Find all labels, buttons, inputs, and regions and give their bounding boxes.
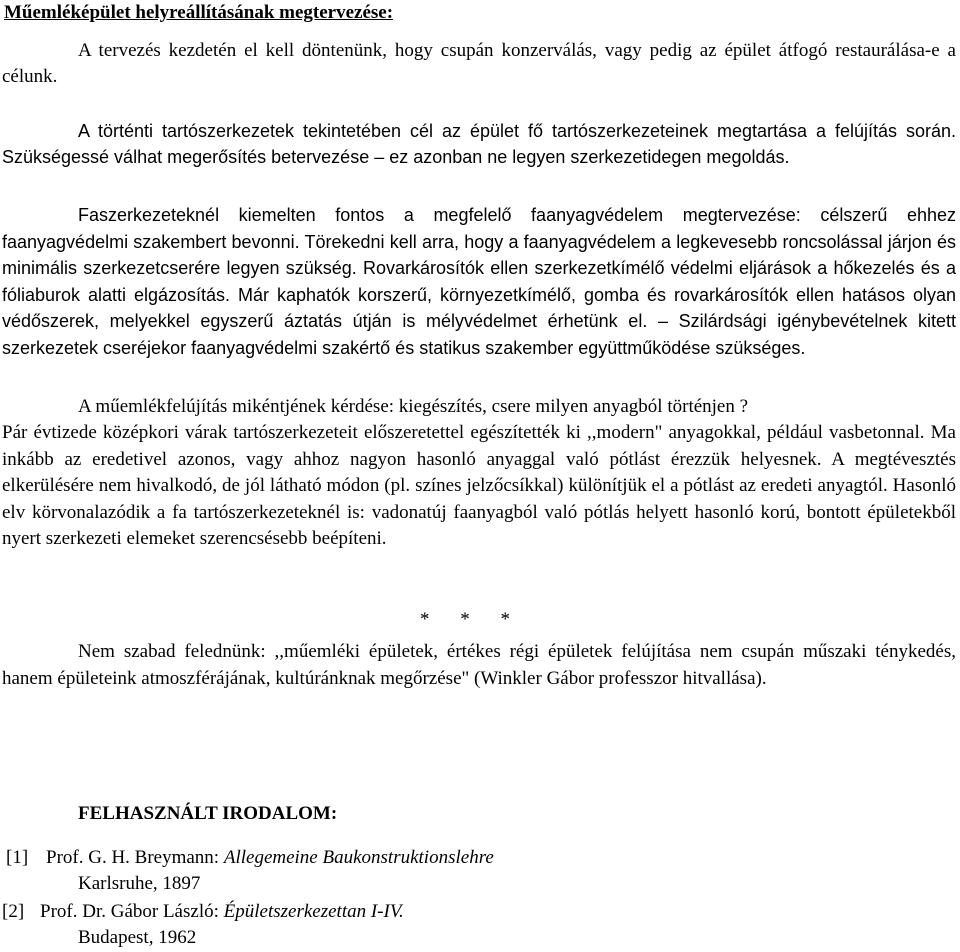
- bibliography-title: FELHASZNÁLT IRODALOM:: [78, 803, 338, 824]
- paragraph-restoration-materials: Pár évtizede középkori várak tartószerkezeteit előszeretettel egészítették ki ,,modern" anyagokkal, például vasbetonnal. Ma inkább az eredetivel azonos, vagy ahhoz nagyon hasonló anyaggal való pótlást érezzük helyesnek. A megtévesztés elkerülésére nem hivalkodó, de jól látható módon (pl. színes jelzőcsíkkal) különítjük el a pótlást az eredeti anyagtól. Hasonló elv körvonalazódik a fa tartószerkezeteknél is: vadonatúj faanyagból való pótlás helyett hasonló korú, bontott épületekből nyert szerkezeti elemeket szerencsésebb beépíteni.: [2, 422, 956, 549]
- section-heading: Műemléképület helyreállításának megtervezése:: [4, 2, 394, 23]
- section-separator: * * *: [420, 609, 510, 630]
- paragraph-quote: Nem szabad felednünk: ,,műemléki épületek, értékes régi épületek felújítása nem csupán műszaki ténykedés, hanem épületeink atmoszférájának, kultúránknak megőrzése" (Winkler Gábor professzor hitvallása).: [2, 641, 956, 689]
- reference-work: Allegemeine Baukonstruktionslehre: [223, 847, 494, 868]
- reference-author: Prof. Dr. Gábor László:: [40, 901, 224, 922]
- reference-place: Budapest, 1962: [78, 927, 197, 948]
- paragraph-wood-protection: [2, 202, 956, 361]
- reference-citation: [46, 845, 494, 871]
- paragraph-wood-protection-text: Faszerkezeteknél kiemelten fontos a megfelelő faanyagvédelem megtervezése: célszerű ehhez faanyagvédelmi szakembert bevonni. Törekedni kell arra, hogy a faanyagvédelem a legkevesebb roncsolással járjon és minimális szerkezetcserére legyen szükség. Rovarkárosítók ellen szerkezetkímélő védelmi eljárások a hőkezelés és a fóliaburok alatti elgázosítás. Már kaphatók korszerű, környezetkímélő, gomba és rovarkárosítók ellen hatásos olyan védőszerek, melyekkel egyszerű áztatás útján is mélyvédelmet érhetünk el. – Szilárdsági igénybevételnek kitett szerkezetek cseréjekor faanyagvédelmi szakértő és statikus szakember együttműködése szükséges.: [2, 205, 956, 358]
- reference-place: Karlsruhe, 1897: [78, 873, 201, 894]
- reference-work: Épületszerkezettan I-IV.: [223, 901, 404, 922]
- paragraph-conservation: A tervezés kezdetén el kell döntenünk, hogy csupán konzerválás, vagy pedig az épület átfogó restaurálása-e a célunk.: [2, 40, 956, 87]
- reference-citation: [40, 899, 404, 925]
- reference-number: [2]: [2, 901, 25, 922]
- reference-number: [1]: [6, 847, 29, 868]
- paragraph-structures: A történti tartószerkezetek tekintetében cél az épület fő tartószerkezeteinek megtartása a felújítás során. Szükségessé válhat megerősítés betervezése – ez azonban ne legyen szerkezetidegen megoldás.: [2, 121, 956, 167]
- reference-author: Prof. G. H. Breymann:: [46, 847, 224, 868]
- paragraph-restoration-question: A műemlékfelújítás mikéntjének kérdése: kiegészítés, csere milyen anyagból történjen ?: [78, 396, 749, 417]
